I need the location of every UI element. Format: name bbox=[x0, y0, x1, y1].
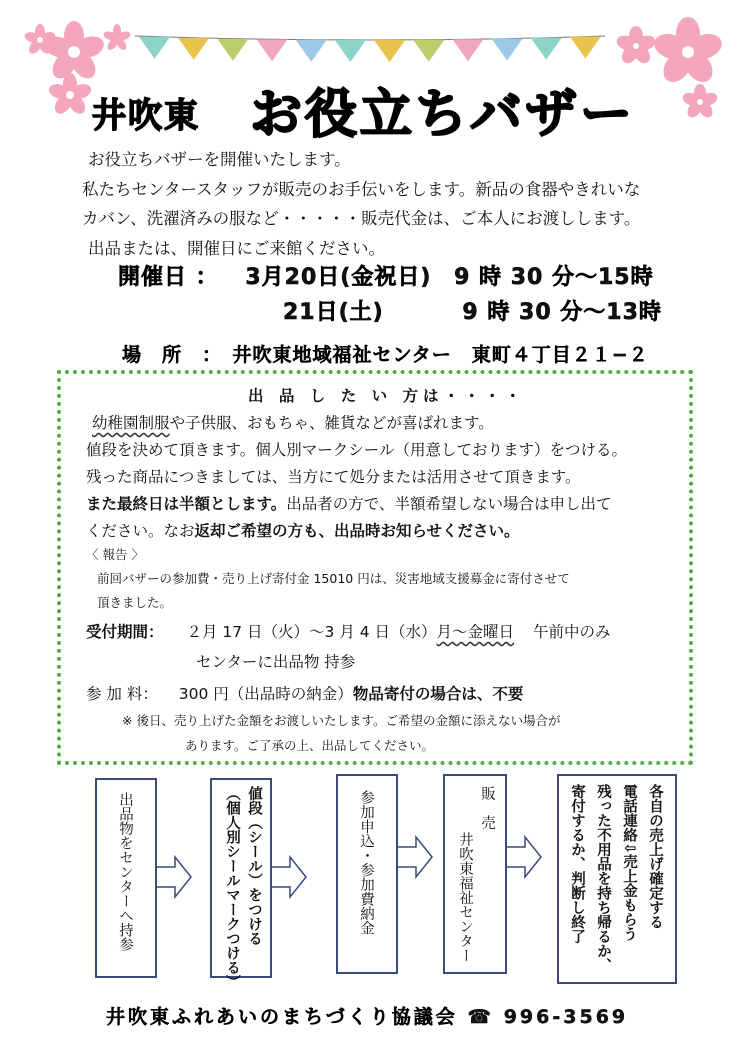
flow-step-text: 販 売 bbox=[479, 786, 495, 830]
intro-line: 出品または、開催日にご来館ください。 bbox=[88, 238, 385, 258]
arrow-right-icon bbox=[507, 835, 543, 879]
schedule-day-1: 3月20日(金祝日) bbox=[245, 265, 432, 290]
flow-step-text: 電話連絡⇩売上金もらう bbox=[621, 784, 637, 942]
fee-label: 参 加 料： bbox=[86, 685, 158, 703]
report-line: 前回バザーの参加費・売り上げ寄付金 15010 円は、災害地域支援募金に寄付させて bbox=[97, 571, 570, 586]
details-line-rest: や子供服、おもちゃ、雑貨などが喜ばれます。 bbox=[169, 414, 494, 432]
pennant-flag bbox=[492, 39, 523, 61]
flow-step-text: 出品物をセンターへ持参 bbox=[117, 792, 133, 952]
schedule-row-2 bbox=[283, 295, 662, 326]
uniform-text: 幼稚園制服 bbox=[92, 414, 170, 432]
page-title bbox=[80, 70, 680, 145]
flow-step-text: 井吹東福祉センター bbox=[457, 832, 473, 963]
pennant-flag bbox=[296, 40, 327, 62]
intro-line: カバン、洗濯済みの服など・・・・・販売代金は、ご本人にお渡しします。 bbox=[82, 209, 641, 228]
donation-free-text: 物品寄付の場合は、不要 bbox=[352, 685, 524, 703]
pennant-flag bbox=[452, 39, 483, 61]
flow-step-5 bbox=[557, 774, 677, 984]
pennant-flag bbox=[570, 37, 601, 59]
intro-line: 私たちセンタースタッフが販売のお手伝いをします。新品の食器やきれいな bbox=[82, 179, 641, 199]
fee-note: あります。ご了承の上、出品してください。 bbox=[185, 738, 435, 753]
details-line bbox=[86, 492, 611, 514]
pennant-flag bbox=[139, 37, 170, 59]
arrow-right-icon bbox=[157, 855, 193, 899]
schedule-row-1 bbox=[118, 260, 654, 291]
weekdays-text: 月～金曜日 bbox=[436, 623, 515, 641]
arrow-right-icon bbox=[272, 855, 308, 899]
intro-line: お役立ちバザーを開催いたします。 bbox=[88, 150, 351, 169]
details-line: 値段を決めて頂きます。個人別マークシール（用意しております）をつける。 bbox=[86, 441, 627, 459]
reception-period-value: ２月 17 日（火）～3 月 4 日（水） bbox=[186, 623, 437, 641]
details-line-start: ください。なお bbox=[86, 522, 195, 540]
pennant-flag bbox=[257, 39, 288, 61]
pennant-flag bbox=[413, 40, 444, 62]
schedule-label: 開催日 ： bbox=[118, 265, 219, 290]
pennant-flag bbox=[531, 38, 562, 60]
flow-step-1 bbox=[95, 778, 157, 978]
flow-step-text: 残った不用品を持ち帰るか、 bbox=[595, 784, 611, 973]
reception-note: センターに出品物 持参 bbox=[196, 653, 356, 671]
title-prefix: 井吹東 bbox=[92, 96, 200, 136]
pennant-flag bbox=[217, 39, 248, 61]
reception-period-row bbox=[86, 620, 611, 642]
morning-only-text: 午前中のみ bbox=[533, 623, 611, 641]
organizer-contact: 井吹東ふれあいのまちづくり協議会 ☎ 996-3569 bbox=[106, 1006, 629, 1028]
details-line bbox=[86, 519, 520, 541]
pennant-flag bbox=[335, 40, 366, 62]
pennant-garland bbox=[135, 30, 605, 70]
flow-step-4 bbox=[443, 774, 507, 974]
return-notice: 返却ご希望の方も、出品時お知らせください。 bbox=[194, 522, 520, 540]
reception-period-label: 受付期間： bbox=[86, 623, 164, 641]
venue-row: 場 所 ： 井吹東地域福祉センター 東町４丁目２１−２ bbox=[122, 344, 649, 366]
details-line: 残った商品につきましては、当方にて処分または活用させて頂きます。 bbox=[86, 468, 581, 486]
schedule-day-2: 21日(土) bbox=[283, 300, 384, 325]
flow-step-text: 寄付するか、判断し終了 bbox=[569, 784, 585, 944]
intro-paragraph bbox=[82, 145, 722, 263]
arrow-right-icon bbox=[398, 835, 434, 879]
report-label: 〈 報告 〉 bbox=[86, 547, 144, 562]
schedule-time-2: 9 時 30 分～13時 bbox=[462, 300, 662, 325]
title-main: お役立ちバザー bbox=[250, 85, 636, 145]
fee-note: ※ 後日、売り上げた金額をお渡しいたします。ご希望の金額に添えない場合が bbox=[122, 713, 561, 728]
details-heading: 出 品 し た い 方は・・・・ bbox=[248, 387, 526, 405]
pennant-flag bbox=[178, 38, 209, 60]
fee-value: 300 円（出品時の納金） bbox=[178, 685, 353, 703]
fee-row bbox=[86, 682, 523, 704]
details-line-rest: 出品者の方で、半額希望しない場合は申し出て bbox=[286, 495, 612, 513]
flow-step-text: 各自の売上げ確定する bbox=[647, 784, 663, 929]
flow-step-text: （個人別シールマークつける） bbox=[224, 786, 240, 989]
pennant-flag bbox=[374, 40, 405, 62]
details-line bbox=[92, 411, 494, 433]
flow-step-2 bbox=[210, 778, 272, 989]
report-line: 頂きました。 bbox=[97, 595, 173, 610]
schedule-time-1: 9 時 30 分～15時 bbox=[454, 265, 654, 290]
half-price-notice: また最終日は半額とします。 bbox=[86, 495, 287, 513]
flow-step-text: 値段（シール）をつける bbox=[246, 786, 262, 946]
flow-step-3 bbox=[336, 774, 398, 974]
flow-step-text: 参加申込・参加費納金 bbox=[358, 790, 374, 935]
